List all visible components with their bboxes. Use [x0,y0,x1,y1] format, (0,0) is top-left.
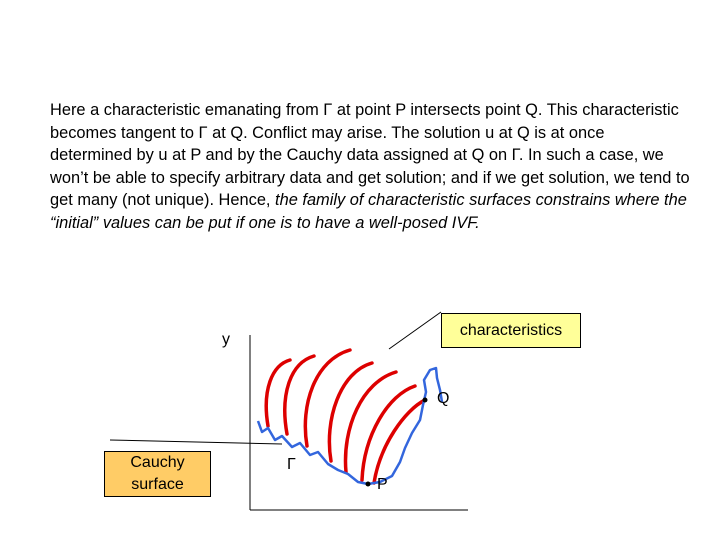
point-p-label: P [377,476,388,493]
paragraph-text: Here a characteristic emanating from Γ at point P intersects point Q. This characteristic becomes tangent to Γ at Q. Conflict may arise. The solution u at Q is at once determined by u at P and by the Cauchy data assigned at Q on Γ. In such a case, we won’t be able to specify arbitrary data and get solution; and if we get solution, we tend to get many (not unique). Hence, [50,101,690,210]
characteristic-curve-3 [305,350,350,446]
characteristic-curve-4 [329,363,372,461]
characteristic-curve-6 [362,386,415,480]
cauchy-surface-label-line2: surface [131,476,184,493]
cauchy-surface-edge [110,440,282,444]
characteristics-callout-label: characteristics [459,321,563,339]
point-q-label: Q [437,390,450,407]
characteristic-curve-5 [345,372,396,472]
gamma-label: Γ [287,456,296,473]
y-axis-label: y [222,331,230,348]
point-q-dot [423,398,428,403]
callout-leader [389,312,441,349]
cauchy-surface-label-line1: Cauchy [130,454,185,471]
cauchy-surface-box [104,451,211,497]
point-p-dot [366,482,371,487]
paragraph-italic-text: the family of characteristic surfaces constrains where the “initial” values can be put if one is to have a well-posed IVF. [50,191,687,232]
characteristics-callout [441,313,581,348]
